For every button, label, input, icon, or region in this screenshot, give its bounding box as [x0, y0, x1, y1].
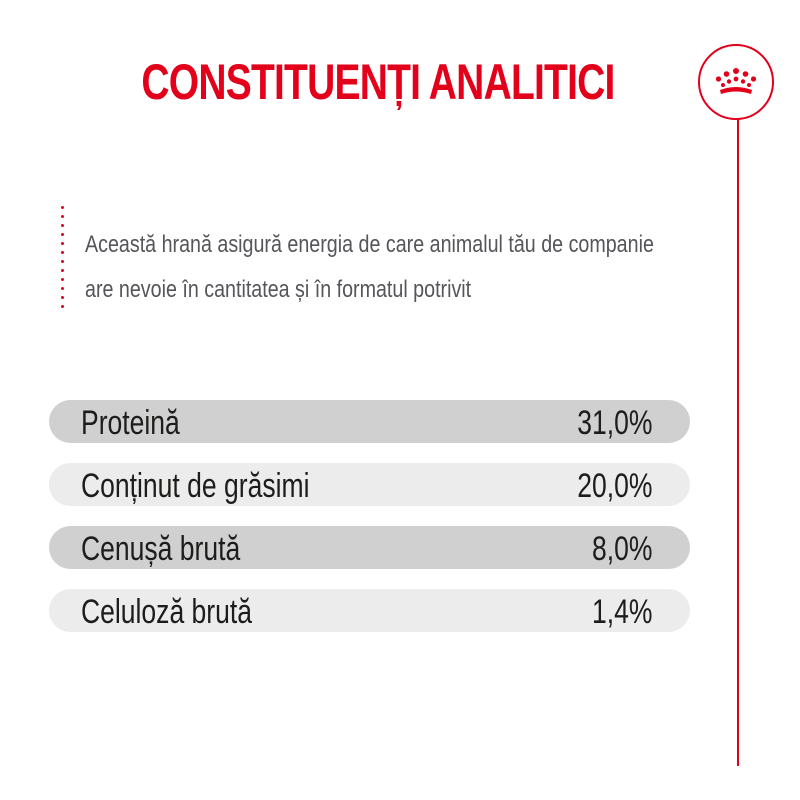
constituent-label: Proteină: [81, 404, 180, 442]
constituent-label: Celuloză brută: [81, 593, 253, 631]
brand-logo: [698, 44, 774, 120]
table-row: [49, 526, 690, 569]
description-line-1: Această hrană asigură energia de care animalul tău de companie: [85, 231, 654, 258]
description-line-2: are nevoie în cantitatea și în formatul potrivit: [85, 276, 472, 303]
constituent-label: Conținut de grăsimi: [81, 467, 310, 505]
constituent-value: 20,0%: [576, 467, 652, 505]
table-row: [49, 400, 690, 443]
constituent-value: 8,0%: [591, 530, 652, 568]
description: [85, 222, 654, 312]
table-row: [49, 463, 690, 506]
constituent-value: 1,4%: [591, 593, 652, 631]
crown-icon: [714, 67, 758, 97]
dotted-divider: [61, 206, 64, 316]
page-title: CONSTITUENȚI ANALITICI: [141, 54, 615, 110]
brand-vertical-line: [737, 118, 739, 766]
constituents-table: [49, 400, 690, 652]
table-row: [49, 589, 690, 632]
constituent-value: 31,0%: [576, 404, 652, 442]
constituent-label: Cenușă brută: [81, 530, 241, 568]
